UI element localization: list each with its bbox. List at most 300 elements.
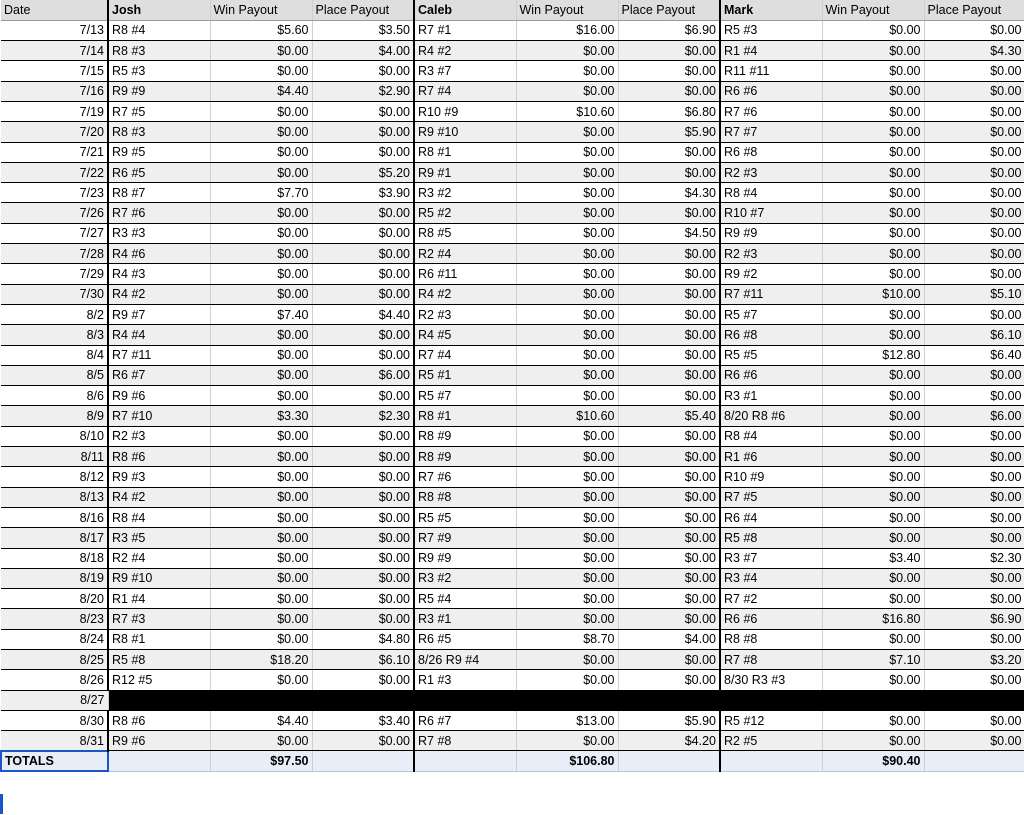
cell-mark-pick[interactable]: R7 #5: [720, 487, 822, 507]
cell-date[interactable]: 8/6: [1, 386, 108, 406]
cell-josh-place[interactable]: $0.00: [312, 467, 414, 487]
header-josh[interactable]: Josh: [108, 0, 210, 20]
cell-mark-win[interactable]: $3.40: [822, 548, 924, 568]
cell-josh-win[interactable]: $7.70: [210, 183, 312, 203]
cell-josh-place[interactable]: $6.00: [312, 365, 414, 385]
cell-date[interactable]: 8/11: [1, 447, 108, 467]
cell-caleb-win[interactable]: $0.00: [516, 609, 618, 629]
cell-caleb-place[interactable]: $0.00: [618, 589, 720, 609]
cell-caleb-place[interactable]: $0.00: [618, 365, 720, 385]
cell-josh-win[interactable]: $4.40: [210, 710, 312, 730]
cell-josh-pick[interactable]: R8 #6: [108, 447, 210, 467]
cell-josh-win[interactable]: $4.40: [210, 81, 312, 101]
cell-josh-place[interactable]: $4.00: [312, 41, 414, 61]
cell-date[interactable]: 7/13: [1, 20, 108, 40]
cell-caleb-win[interactable]: $10.60: [516, 406, 618, 426]
cell-date[interactable]: 8/18: [1, 548, 108, 568]
cell-empty[interactable]: [618, 751, 720, 771]
cell-caleb-pick[interactable]: R1 #3: [414, 670, 516, 690]
cell-josh-pick[interactable]: R7 #10: [108, 406, 210, 426]
cell-josh-pick[interactable]: R12 #5: [108, 670, 210, 690]
cell-josh-place[interactable]: $0.00: [312, 548, 414, 568]
cell-empty[interactable]: [108, 751, 210, 771]
cell-caleb-pick[interactable]: R7 #4: [414, 81, 516, 101]
cell-date[interactable]: 8/17: [1, 528, 108, 548]
cell-josh-place[interactable]: $0.00: [312, 122, 414, 142]
cell-mark-pick[interactable]: R6 #6: [720, 81, 822, 101]
cell-josh-place[interactable]: $0.00: [312, 284, 414, 304]
cell-caleb-pick[interactable]: R5 #2: [414, 203, 516, 223]
header-mark-place[interactable]: Place Payout: [924, 0, 1024, 20]
cell-josh-place[interactable]: $0.00: [312, 507, 414, 527]
cell-caleb-pick[interactable]: R6 #7: [414, 710, 516, 730]
cell-josh-pick[interactable]: R9 #6: [108, 731, 210, 751]
cell-mark-pick[interactable]: R6 #8: [720, 142, 822, 162]
cell-caleb-win[interactable]: $0.00: [516, 61, 618, 81]
cell-caleb-win[interactable]: $0.00: [516, 284, 618, 304]
cell-josh-win[interactable]: $0.00: [210, 122, 312, 142]
cell-mark-place[interactable]: $0.00: [924, 568, 1024, 588]
cell-josh-pick[interactable]: R8 #4: [108, 20, 210, 40]
cell-mark-pick[interactable]: R7 #7: [720, 122, 822, 142]
cell-josh-pick[interactable]: R3 #3: [108, 223, 210, 243]
cell-caleb-win[interactable]: $13.00: [516, 710, 618, 730]
cell-josh-pick[interactable]: R7 #3: [108, 609, 210, 629]
cell-mark-place[interactable]: $0.00: [924, 162, 1024, 182]
cell-mark-win[interactable]: $0.00: [822, 325, 924, 345]
cell-caleb-pick[interactable]: R7 #6: [414, 467, 516, 487]
cell-mark-pick[interactable]: R6 #6: [720, 609, 822, 629]
cell-josh-place[interactable]: $2.30: [312, 406, 414, 426]
cell-josh-pick[interactable]: R8 #4: [108, 507, 210, 527]
cell-caleb-win[interactable]: $0.00: [516, 589, 618, 609]
cell-caleb-win[interactable]: $0.00: [516, 670, 618, 690]
cell-caleb-place[interactable]: $0.00: [618, 284, 720, 304]
cell-mark-win[interactable]: $10.00: [822, 284, 924, 304]
cell-caleb-win[interactable]: $0.00: [516, 426, 618, 446]
cell-josh-win[interactable]: $0.00: [210, 447, 312, 467]
cell-mark-win[interactable]: $0.00: [822, 203, 924, 223]
cell-mark-pick[interactable]: R6 #8: [720, 325, 822, 345]
cell-mark-win[interactable]: $0.00: [822, 406, 924, 426]
cell-date[interactable]: 8/10: [1, 426, 108, 446]
cell-mark-win[interactable]: $0.00: [822, 304, 924, 324]
header-mark[interactable]: Mark: [720, 0, 822, 20]
cell-mark-pick[interactable]: R5 #8: [720, 528, 822, 548]
cell-mark-win[interactable]: $0.00: [822, 589, 924, 609]
cell-mark-pick[interactable]: R2 #3: [720, 244, 822, 264]
cell-caleb-place[interactable]: $0.00: [618, 162, 720, 182]
cell-mark-place[interactable]: $0.00: [924, 183, 1024, 203]
cell-date[interactable]: 8/2: [1, 304, 108, 324]
cell-josh-place[interactable]: $4.80: [312, 629, 414, 649]
header-caleb-place[interactable]: Place Payout: [618, 0, 720, 20]
cell-josh-win[interactable]: $0.00: [210, 223, 312, 243]
cell-josh-pick[interactable]: R9 #5: [108, 142, 210, 162]
cell-josh-pick[interactable]: R9 #9: [108, 81, 210, 101]
cell-mark-place[interactable]: $0.00: [924, 122, 1024, 142]
cell-caleb-pick[interactable]: R3 #7: [414, 61, 516, 81]
cell-josh-pick[interactable]: R8 #3: [108, 41, 210, 61]
cell-josh-win[interactable]: $0.00: [210, 589, 312, 609]
cell-mark-place[interactable]: $0.00: [924, 61, 1024, 81]
cell-date[interactable]: 7/20: [1, 122, 108, 142]
header-date[interactable]: Date: [1, 0, 108, 20]
cell-josh-win[interactable]: $0.00: [210, 101, 312, 121]
cell-caleb-place[interactable]: $0.00: [618, 244, 720, 264]
cell-mark-pick[interactable]: R5 #12: [720, 710, 822, 730]
cell-caleb-place[interactable]: $0.00: [618, 528, 720, 548]
cell-caleb-pick[interactable]: R9 #1: [414, 162, 516, 182]
cell-caleb-pick[interactable]: R7 #8: [414, 731, 516, 751]
cell-josh-pick[interactable]: R7 #11: [108, 345, 210, 365]
totals-label[interactable]: TOTALS: [1, 751, 108, 771]
cell-josh-place[interactable]: $0.00: [312, 101, 414, 121]
cell-date[interactable]: 7/21: [1, 142, 108, 162]
cell-date[interactable]: 8/24: [1, 629, 108, 649]
cell-mark-win[interactable]: $0.00: [822, 447, 924, 467]
cell-mark-place[interactable]: $0.00: [924, 142, 1024, 162]
cell-date[interactable]: 8/9: [1, 406, 108, 426]
cell-caleb-pick[interactable]: R5 #1: [414, 365, 516, 385]
cell-mark-pick[interactable]: R8 #4: [720, 426, 822, 446]
cell-caleb-pick[interactable]: R8 #5: [414, 223, 516, 243]
cell-josh-win[interactable]: $0.00: [210, 568, 312, 588]
cell-mark-win[interactable]: $0.00: [822, 41, 924, 61]
cell-mark-win[interactable]: $0.00: [822, 710, 924, 730]
cell-josh-win[interactable]: $0.00: [210, 670, 312, 690]
cell-josh-place[interactable]: $3.90: [312, 183, 414, 203]
cell-empty[interactable]: [414, 751, 516, 771]
cell-mark-pick[interactable]: R6 #4: [720, 507, 822, 527]
cell-mark-place[interactable]: $6.90: [924, 609, 1024, 629]
cell-caleb-win[interactable]: $8.70: [516, 629, 618, 649]
cell-mark-pick[interactable]: R7 #8: [720, 650, 822, 670]
cell-caleb-win[interactable]: $0.00: [516, 122, 618, 142]
cell-josh-place[interactable]: $0.00: [312, 589, 414, 609]
cell-josh-win[interactable]: $0.00: [210, 609, 312, 629]
cell-josh-win[interactable]: $0.00: [210, 345, 312, 365]
cell-caleb-place[interactable]: $0.00: [618, 61, 720, 81]
cell-caleb-place[interactable]: $4.30: [618, 183, 720, 203]
cell-josh-pick[interactable]: R9 #3: [108, 467, 210, 487]
cell-caleb-pick[interactable]: R9 #10: [414, 122, 516, 142]
cell-mark-win[interactable]: $0.00: [822, 365, 924, 385]
cell-josh-win[interactable]: $0.00: [210, 162, 312, 182]
total-caleb-win[interactable]: $106.80: [516, 751, 618, 771]
cell-josh-pick[interactable]: R6 #7: [108, 365, 210, 385]
header-josh-place[interactable]: Place Payout: [312, 0, 414, 20]
cell-mark-win[interactable]: $0.00: [822, 183, 924, 203]
cell-josh-pick[interactable]: R9 #6: [108, 386, 210, 406]
cell-caleb-place[interactable]: $0.00: [618, 609, 720, 629]
cell-mark-pick[interactable]: R2 #5: [720, 731, 822, 751]
cell-caleb-win[interactable]: $0.00: [516, 507, 618, 527]
cell-mark-win[interactable]: $0.00: [822, 81, 924, 101]
cell-caleb-pick[interactable]: R5 #5: [414, 507, 516, 527]
cell-josh-place[interactable]: $0.00: [312, 223, 414, 243]
cell-mark-pick[interactable]: R9 #9: [720, 223, 822, 243]
cell-josh-pick[interactable]: R4 #2: [108, 284, 210, 304]
cell-caleb-win[interactable]: $0.00: [516, 345, 618, 365]
cell-mark-place[interactable]: $2.30: [924, 548, 1024, 568]
cell-josh-pick[interactable]: R9 #10: [108, 568, 210, 588]
cell-mark-place[interactable]: $0.00: [924, 81, 1024, 101]
cell-caleb-pick[interactable]: R4 #2: [414, 41, 516, 61]
cell-date[interactable]: 7/27: [1, 223, 108, 243]
cell-caleb-win[interactable]: $0.00: [516, 731, 618, 751]
cell-date[interactable]: 7/15: [1, 61, 108, 81]
header-josh-win[interactable]: Win Payout: [210, 0, 312, 20]
cell-caleb-win[interactable]: $0.00: [516, 548, 618, 568]
cell-mark-pick[interactable]: 8/30 R3 #3: [720, 670, 822, 690]
cell-josh-pick[interactable]: R8 #3: [108, 122, 210, 142]
cell-date[interactable]: 8/25: [1, 650, 108, 670]
cell-josh-win[interactable]: $0.00: [210, 325, 312, 345]
cell-date[interactable]: 7/23: [1, 183, 108, 203]
cell-mark-pick[interactable]: R9 #2: [720, 264, 822, 284]
cell-caleb-place[interactable]: $0.00: [618, 345, 720, 365]
cell-josh-place[interactable]: $2.90: [312, 81, 414, 101]
cell-josh-pick[interactable]: R6 #5: [108, 162, 210, 182]
cell-caleb-place[interactable]: $0.00: [618, 568, 720, 588]
cell-mark-win[interactable]: $12.80: [822, 345, 924, 365]
cell-caleb-win[interactable]: $0.00: [516, 162, 618, 182]
cell-josh-pick[interactable]: R5 #8: [108, 650, 210, 670]
cell-josh-win[interactable]: $0.00: [210, 548, 312, 568]
cell-josh-pick[interactable]: R7 #5: [108, 101, 210, 121]
cell-josh-win[interactable]: $0.00: [210, 365, 312, 385]
cell-mark-win[interactable]: $0.00: [822, 264, 924, 284]
cell-mark-place[interactable]: $6.00: [924, 406, 1024, 426]
cell-mark-pick[interactable]: R8 #4: [720, 183, 822, 203]
cell-mark-win[interactable]: $0.00: [822, 670, 924, 690]
cell-caleb-pick[interactable]: R8 #8: [414, 487, 516, 507]
cell-mark-place[interactable]: $3.20: [924, 650, 1024, 670]
cell-josh-place[interactable]: $0.00: [312, 142, 414, 162]
cell-josh-place[interactable]: $0.00: [312, 487, 414, 507]
cell-caleb-win[interactable]: $0.00: [516, 223, 618, 243]
cell-caleb-place[interactable]: $0.00: [618, 507, 720, 527]
cell-caleb-pick[interactable]: R8 #9: [414, 426, 516, 446]
cell-josh-pick[interactable]: R3 #5: [108, 528, 210, 548]
cell-josh-pick[interactable]: R7 #6: [108, 203, 210, 223]
cell-caleb-win[interactable]: $0.00: [516, 528, 618, 548]
cell-caleb-place[interactable]: $4.20: [618, 731, 720, 751]
cell-josh-place[interactable]: $0.00: [312, 264, 414, 284]
cell-mark-win[interactable]: $0.00: [822, 122, 924, 142]
cell-caleb-win[interactable]: $0.00: [516, 568, 618, 588]
cell-caleb-win[interactable]: $0.00: [516, 487, 618, 507]
cell-mark-pick[interactable]: R7 #11: [720, 284, 822, 304]
cell-date[interactable]: 8/23: [1, 609, 108, 629]
cell-mark-place[interactable]: $0.00: [924, 386, 1024, 406]
cell-josh-place[interactable]: $0.00: [312, 61, 414, 81]
cell-mark-win[interactable]: $0.00: [822, 629, 924, 649]
cell-date[interactable]: 8/20: [1, 589, 108, 609]
cell-caleb-win[interactable]: $0.00: [516, 41, 618, 61]
cell-mark-place[interactable]: $4.30: [924, 41, 1024, 61]
cell-caleb-place[interactable]: $0.00: [618, 670, 720, 690]
cell-caleb-pick[interactable]: R3 #2: [414, 183, 516, 203]
cell-mark-pick[interactable]: R6 #6: [720, 365, 822, 385]
cell-mark-pick[interactable]: R1 #6: [720, 447, 822, 467]
cell-caleb-pick[interactable]: R6 #5: [414, 629, 516, 649]
cell-date[interactable]: 7/22: [1, 162, 108, 182]
cell-caleb-place[interactable]: $0.00: [618, 447, 720, 467]
cell-mark-win[interactable]: $0.00: [822, 528, 924, 548]
cell-josh-win[interactable]: $0.00: [210, 629, 312, 649]
cell-josh-pick[interactable]: R1 #4: [108, 589, 210, 609]
cell-caleb-place[interactable]: $0.00: [618, 264, 720, 284]
blacked-out-cells[interactable]: [108, 690, 1024, 710]
cell-mark-place[interactable]: $5.10: [924, 284, 1024, 304]
cell-josh-win[interactable]: $0.00: [210, 528, 312, 548]
cell-josh-pick[interactable]: R4 #3: [108, 264, 210, 284]
cell-mark-place[interactable]: $0.00: [924, 20, 1024, 40]
cell-mark-place[interactable]: $0.00: [924, 528, 1024, 548]
cell-mark-win[interactable]: $0.00: [822, 20, 924, 40]
cell-caleb-place[interactable]: $0.00: [618, 142, 720, 162]
cell-mark-place[interactable]: $0.00: [924, 365, 1024, 385]
cell-caleb-pick[interactable]: R5 #4: [414, 589, 516, 609]
cell-mark-place[interactable]: $0.00: [924, 507, 1024, 527]
cell-mark-place[interactable]: $0.00: [924, 731, 1024, 751]
cell-date[interactable]: 8/13: [1, 487, 108, 507]
cell-josh-win[interactable]: $0.00: [210, 264, 312, 284]
cell-caleb-pick[interactable]: R3 #2: [414, 568, 516, 588]
cell-mark-pick[interactable]: R7 #6: [720, 101, 822, 121]
cell-josh-pick[interactable]: R8 #6: [108, 710, 210, 730]
cell-caleb-place[interactable]: $4.50: [618, 223, 720, 243]
cell-mark-pick[interactable]: R10 #7: [720, 203, 822, 223]
cell-josh-pick[interactable]: R2 #3: [108, 426, 210, 446]
cell-caleb-place[interactable]: $0.00: [618, 304, 720, 324]
cell-mark-place[interactable]: $0.00: [924, 203, 1024, 223]
cell-date[interactable]: 8/3: [1, 325, 108, 345]
total-josh-win[interactable]: $97.50: [210, 751, 312, 771]
cell-josh-pick[interactable]: R5 #3: [108, 61, 210, 81]
cell-mark-win[interactable]: $0.00: [822, 142, 924, 162]
cell-josh-pick[interactable]: R2 #4: [108, 548, 210, 568]
cell-mark-place[interactable]: $0.00: [924, 467, 1024, 487]
total-mark-win[interactable]: $90.40: [822, 751, 924, 771]
cell-caleb-place[interactable]: $0.00: [618, 325, 720, 345]
cell-caleb-pick[interactable]: R6 #11: [414, 264, 516, 284]
cell-caleb-win[interactable]: $0.00: [516, 142, 618, 162]
cell-caleb-pick[interactable]: R4 #2: [414, 284, 516, 304]
cell-mark-win[interactable]: $0.00: [822, 487, 924, 507]
cell-josh-place[interactable]: $0.00: [312, 731, 414, 751]
cell-josh-pick[interactable]: R8 #1: [108, 629, 210, 649]
cell-josh-win[interactable]: $0.00: [210, 386, 312, 406]
cell-mark-pick[interactable]: R2 #3: [720, 162, 822, 182]
cell-josh-place[interactable]: $0.00: [312, 345, 414, 365]
cell-josh-pick[interactable]: R9 #7: [108, 304, 210, 324]
cell-caleb-win[interactable]: $0.00: [516, 81, 618, 101]
header-caleb-win[interactable]: Win Payout: [516, 0, 618, 20]
cell-caleb-place[interactable]: $0.00: [618, 650, 720, 670]
cell-caleb-pick[interactable]: R10 #9: [414, 101, 516, 121]
cell-mark-pick[interactable]: 8/20 R8 #6: [720, 406, 822, 426]
cell-mark-win[interactable]: $0.00: [822, 61, 924, 81]
cell-josh-place[interactable]: $5.20: [312, 162, 414, 182]
cell-caleb-pick[interactable]: 8/26 R9 #4: [414, 650, 516, 670]
cell-mark-win[interactable]: $16.80: [822, 609, 924, 629]
cell-josh-place[interactable]: $0.00: [312, 609, 414, 629]
cell-josh-win[interactable]: $0.00: [210, 731, 312, 751]
cell-josh-place[interactable]: $0.00: [312, 386, 414, 406]
cell-caleb-win[interactable]: $10.60: [516, 101, 618, 121]
cell-mark-pick[interactable]: R10 #9: [720, 467, 822, 487]
cell-mark-pick[interactable]: R7 #2: [720, 589, 822, 609]
cell-josh-win[interactable]: $7.40: [210, 304, 312, 324]
cell-date[interactable]: 7/28: [1, 244, 108, 264]
cell-caleb-pick[interactable]: R5 #7: [414, 386, 516, 406]
cell-caleb-pick[interactable]: R8 #1: [414, 406, 516, 426]
cell-mark-win[interactable]: $0.00: [822, 731, 924, 751]
cell-caleb-win[interactable]: $0.00: [516, 386, 618, 406]
cell-caleb-win[interactable]: $0.00: [516, 304, 618, 324]
cell-josh-place[interactable]: $3.40: [312, 710, 414, 730]
cell-mark-place[interactable]: $0.00: [924, 264, 1024, 284]
cell-mark-place[interactable]: $0.00: [924, 710, 1024, 730]
cell-caleb-pick[interactable]: R9 #9: [414, 548, 516, 568]
cell-caleb-place[interactable]: $5.90: [618, 122, 720, 142]
cell-caleb-win[interactable]: $0.00: [516, 264, 618, 284]
cell-caleb-win[interactable]: $0.00: [516, 365, 618, 385]
cell-josh-place[interactable]: $6.10: [312, 650, 414, 670]
cell-josh-place[interactable]: $3.50: [312, 20, 414, 40]
cell-josh-place[interactable]: $0.00: [312, 325, 414, 345]
cell-josh-pick[interactable]: R8 #7: [108, 183, 210, 203]
cell-caleb-pick[interactable]: R2 #4: [414, 244, 516, 264]
cell-caleb-win[interactable]: $0.00: [516, 325, 618, 345]
cell-mark-pick[interactable]: R5 #3: [720, 20, 822, 40]
cell-date[interactable]: 8/30: [1, 710, 108, 730]
cell-mark-place[interactable]: $0.00: [924, 629, 1024, 649]
cell-josh-place[interactable]: $0.00: [312, 670, 414, 690]
cell-mark-win[interactable]: $0.00: [822, 244, 924, 264]
cell-josh-place[interactable]: $0.00: [312, 528, 414, 548]
cell-caleb-place[interactable]: $0.00: [618, 467, 720, 487]
cell-caleb-place[interactable]: $5.90: [618, 710, 720, 730]
cell-caleb-place[interactable]: $0.00: [618, 386, 720, 406]
cell-mark-win[interactable]: $0.00: [822, 568, 924, 588]
cell-mark-win[interactable]: $0.00: [822, 467, 924, 487]
cell-josh-win[interactable]: $0.00: [210, 244, 312, 264]
cell-date[interactable]: 7/14: [1, 41, 108, 61]
cell-caleb-win[interactable]: $0.00: [516, 183, 618, 203]
cell-caleb-pick[interactable]: R2 #3: [414, 304, 516, 324]
cell-date[interactable]: 7/19: [1, 101, 108, 121]
cell-josh-win[interactable]: $5.60: [210, 20, 312, 40]
cell-josh-win[interactable]: $18.20: [210, 650, 312, 670]
cell-caleb-place[interactable]: $0.00: [618, 548, 720, 568]
cell-caleb-pick[interactable]: R8 #1: [414, 142, 516, 162]
cell-mark-pick[interactable]: R1 #4: [720, 41, 822, 61]
cell-date[interactable]: 8/26: [1, 670, 108, 690]
cell-mark-win[interactable]: $0.00: [822, 101, 924, 121]
cell-caleb-pick[interactable]: R7 #4: [414, 345, 516, 365]
cell-josh-place[interactable]: $0.00: [312, 203, 414, 223]
cell-date[interactable]: 8/31: [1, 731, 108, 751]
cell-mark-place[interactable]: $6.40: [924, 345, 1024, 365]
cell-josh-pick[interactable]: R4 #6: [108, 244, 210, 264]
cell-date[interactable]: 7/16: [1, 81, 108, 101]
cell-mark-place[interactable]: $0.00: [924, 447, 1024, 467]
cell-mark-place[interactable]: $0.00: [924, 426, 1024, 446]
